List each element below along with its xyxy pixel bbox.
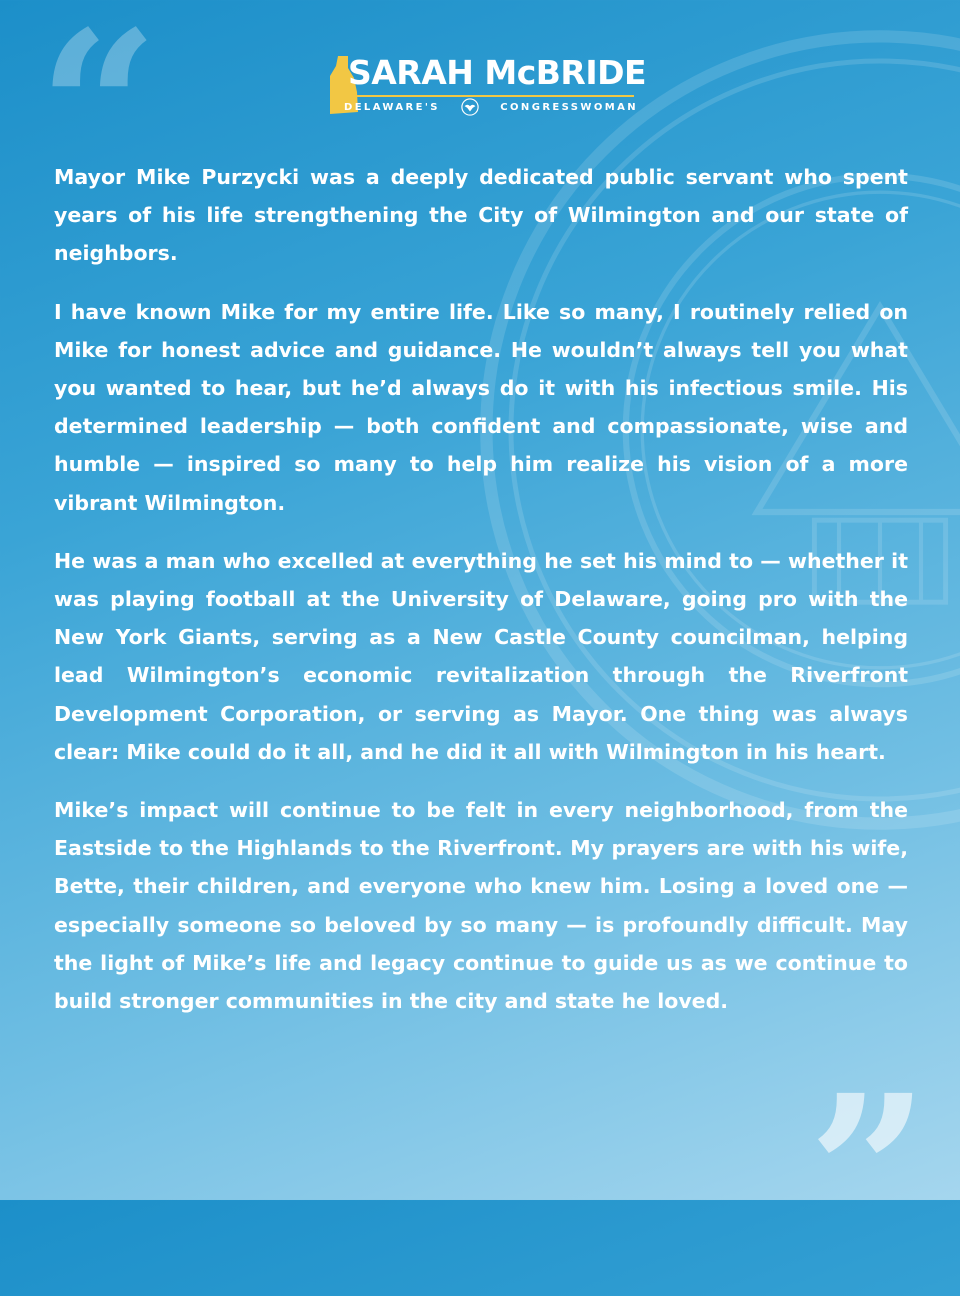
- statement-paragraph: Mayor Mike Purzycki was a deeply dedicated public servant who spent years of his life strengthening the City of Wilmington and our state of neighbors.: [54, 165, 908, 266]
- logo: [328, 53, 647, 116]
- logo-subtitle-right: CONGRESSWOMAN: [500, 101, 638, 113]
- logo-divider: [334, 95, 634, 97]
- eagle-emblem-icon: [461, 98, 479, 116]
- logo-subtitle: [344, 100, 638, 114]
- logo-name: SARAH McBRIDE: [348, 53, 647, 92]
- left-double-quote-icon: “: [38, 0, 159, 232]
- logo-subtitle-left: DELAWARE'S: [344, 101, 440, 113]
- statement-paragraph: I have known Mike for my entire life. Like so many, I routinely relied on Mike for honest advice and guidance. He wouldn’t always tell you what you wanted to hear, but he’d always do it with his infectious smile. His determined leadership — both confident and compassionate, wise and humble — inspired so many to help him realize his vision of a more vibrant Wilmington.: [54, 299, 908, 515]
- right-double-quote-icon: ”: [808, 1049, 929, 1296]
- statement-body: [54, 158, 908, 1040]
- statement-paragraph: He was a man who excelled at everything he set his mind to — whether it was playing football at the University of Delaware, going pro with the New York Giants, serving as a New Castle County councilman, helping lead Wilmington’s economic revitalization through the Riverfront Development Corporation, or serving as Mayor. One thing was always clear: Mike could do it all, and he did it all with Wilmington in his heart.: [54, 548, 908, 764]
- statement-paragraph: Mike’s impact will continue to be felt in every neighborhood, from the Eastside to the Highlands to the Riverfront. My prayers are with his wife, Bette, their children, and everyone who knew him. Losing a loved one — especially someone so beloved by so many — is profoundly difficult. May the light of Mike’s life and legacy continue to guide us as we continue to build stronger communities in the city and state he loved.: [54, 798, 908, 1014]
